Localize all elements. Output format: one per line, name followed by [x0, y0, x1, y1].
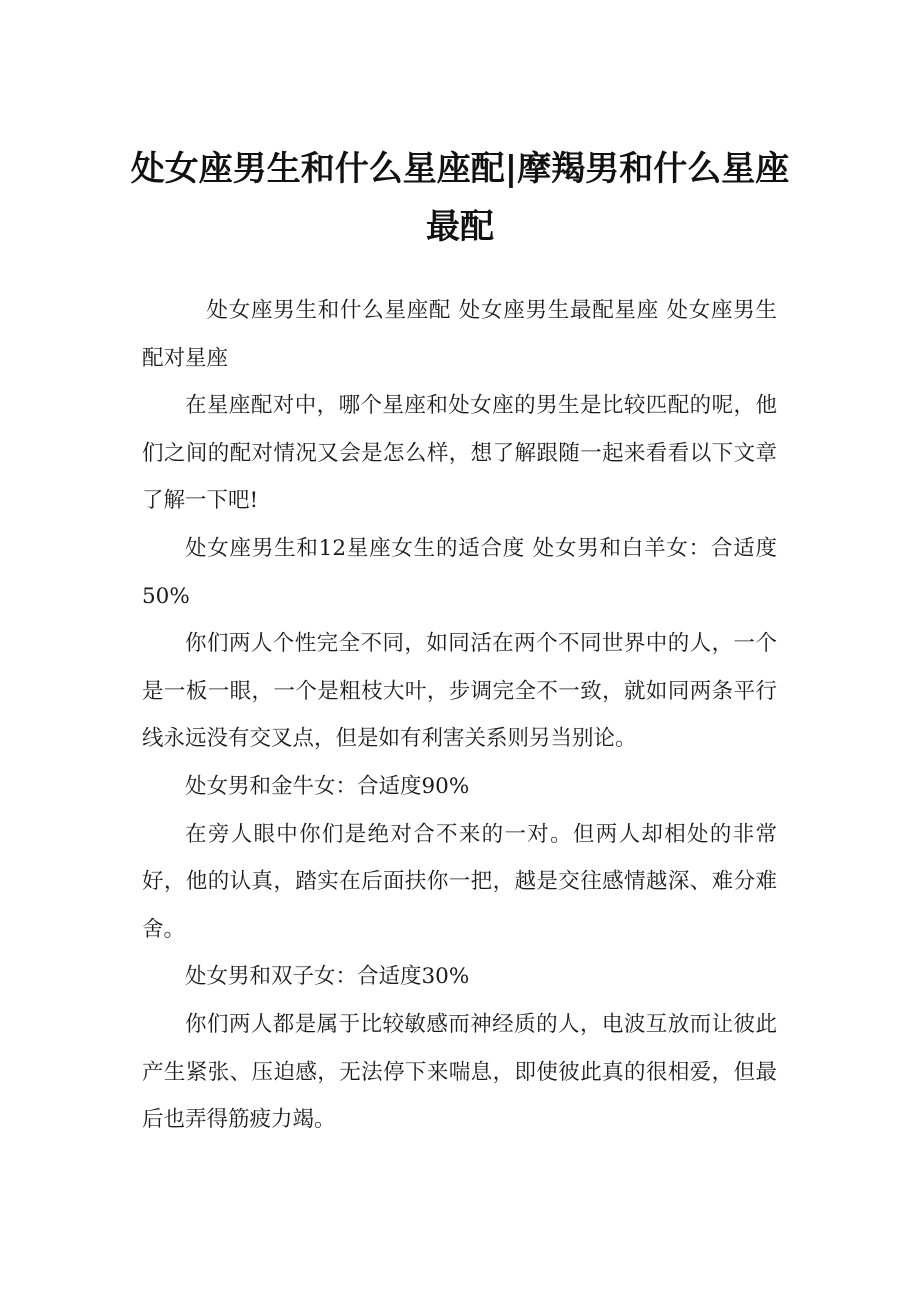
document-body: [142, 287, 777, 1144]
paragraph-gemini: 你们两人都是属于比较敏感而神经质的人，电波互放而让彼此产生紧张、压迫感，无法停下来喘息，即使彼此真的很相爱，但最后也弄得筋疲力竭。: [142, 1011, 777, 1133]
paragraph-heading-aries: 处女座男生和12星座女生的适合度 处女男和白羊女：合适度50%: [142, 535, 777, 609]
paragraph-heading-taurus: 处女男和金牛女：合适度90%: [185, 773, 470, 799]
paragraph-aries: 你们两人个性完全不同，如同活在两个不同世界中的人，一个是一板一眼，一个是粗枝大叶，步调完全不一致，就如同两条平行线永远没有交叉点，但是如有利害关系则另当别论。: [142, 631, 777, 752]
document-title: 处女座男生和什么星座配|摩羯男和什么星座最配: [130, 149, 790, 247]
paragraph-taurus: 在旁人眼中你们是绝对合不来的一对。但两人却相处的非常好，他的认真，踏实在后面扶你一把，越是交往感情越深、难分难舍。: [142, 821, 777, 942]
paragraph-intro: 在星座配对中，哪个星座和处女座的男生是比较匹配的呢，他们之间的配对情况又会是怎么样，想了解跟随一起来看看以下文章了解一下吧!: [142, 393, 777, 514]
paragraph-keywords: 处女座男生和什么星座配 处女座男生最配星座 处女座男生配对星座: [142, 298, 777, 371]
paragraph-heading-gemini: 处女男和双子女：合适度30%: [185, 964, 470, 990]
